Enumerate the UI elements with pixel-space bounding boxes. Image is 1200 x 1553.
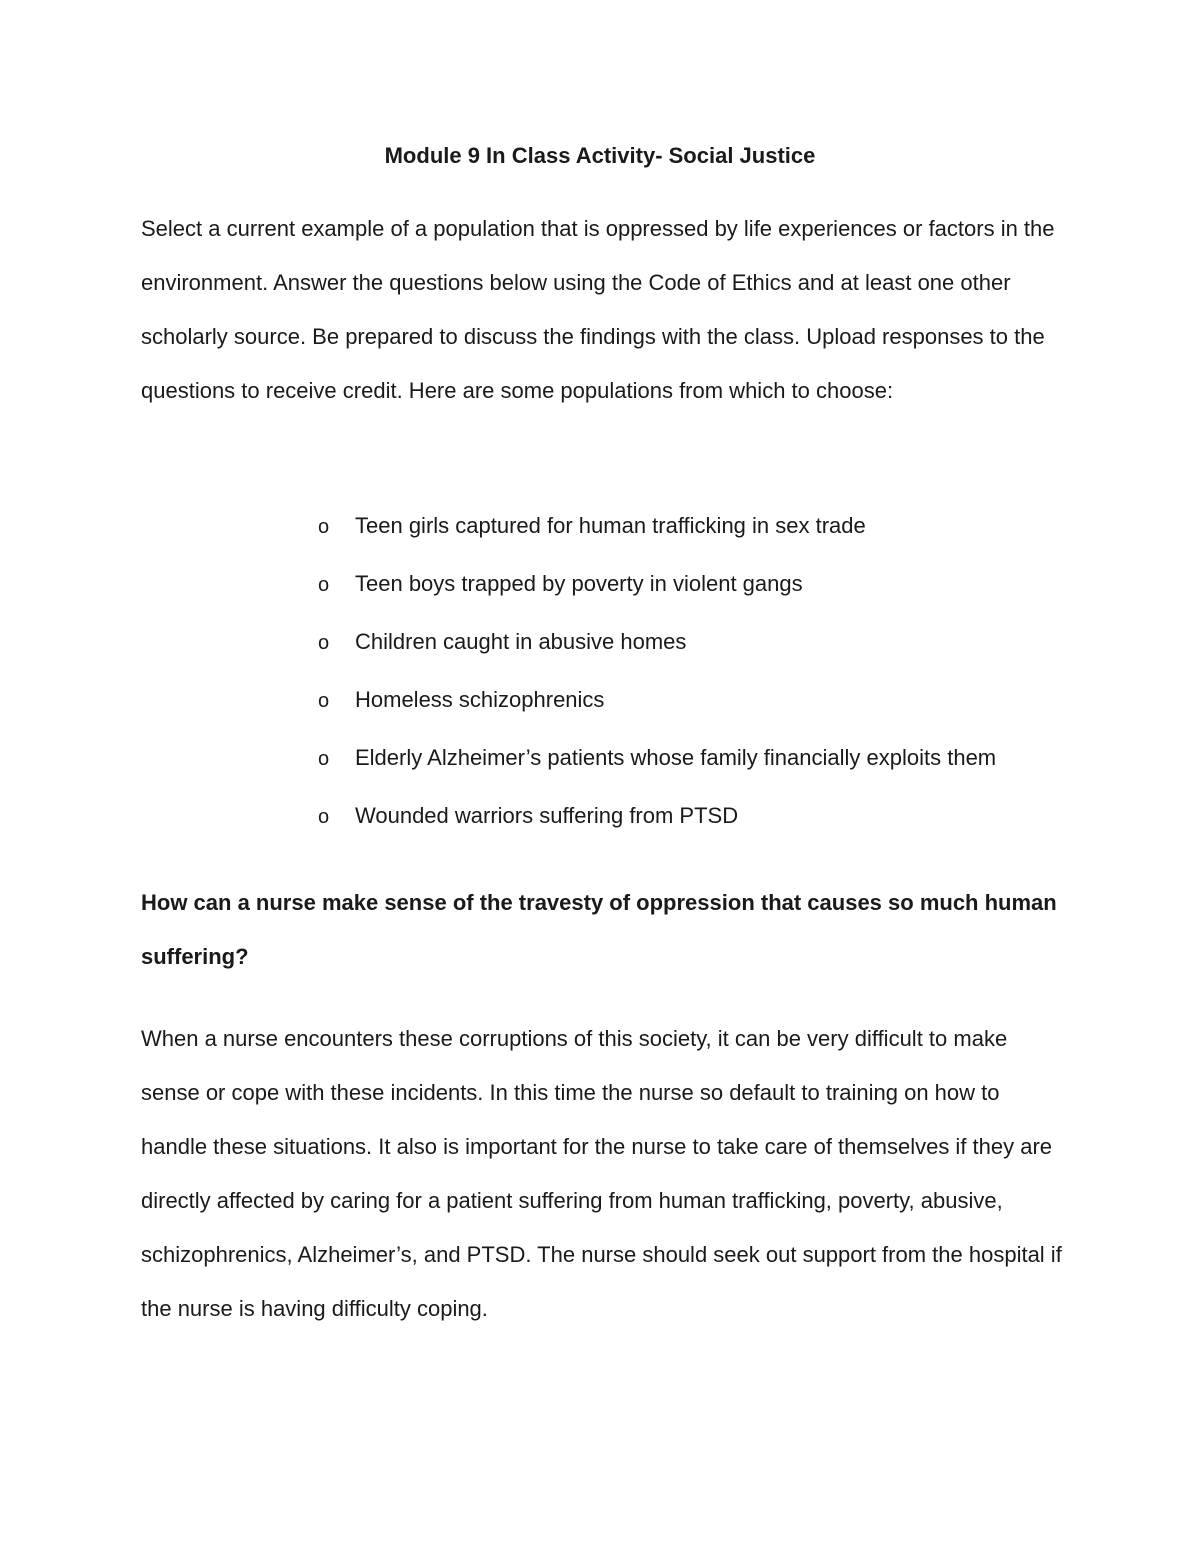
- bullet-marker: o: [318, 516, 330, 538]
- list-item: [318, 732, 1138, 790]
- list-item: [318, 558, 1138, 616]
- list-item-text: Homeless schizophrenics: [355, 687, 605, 712]
- bullet-marker: o: [318, 690, 330, 712]
- list-item-text: Elderly Alzheimer’s patients whose family financially exploits them: [355, 745, 997, 770]
- list-item-text: Teen girls captured for human trafficking in sex trade: [355, 513, 866, 538]
- list-item: [318, 674, 1138, 732]
- list-item-text: Teen boys trapped by poverty in violent gangs: [355, 571, 803, 596]
- bullet-marker: o: [318, 748, 330, 770]
- answer-paragraph: When a nurse encounters these corruptions of this society, it can be very difficult to make sense or cope with these incidents. In this time the nurse so default to training on how to handle these situations. It also is important for the nurse to take care of themselves if they are directly affected by caring for a patient suffering from human trafficking, poverty, abusive, schizophrenics, Alzheimer’s, and PTSD. The nurse should seek out support from the hospital if the nurse is having difficulty coping.: [141, 1026, 1062, 1321]
- bullet-marker: o: [318, 806, 330, 828]
- list-item: [318, 616, 1138, 674]
- list-item: [318, 500, 1138, 558]
- bullet-marker: o: [318, 632, 330, 654]
- list-item-text: Wounded warriors suffering from PTSD: [355, 803, 739, 828]
- document-title: Module 9 In Class Activity- Social Justice: [384, 143, 816, 168]
- question-heading: How can a nurse make sense of the travesty of oppression that causes so much human suffering?: [141, 890, 1057, 969]
- list-item: [318, 790, 1138, 848]
- bullet-marker: o: [318, 574, 330, 596]
- population-list: [318, 500, 1138, 848]
- intro-paragraph: Select a current example of a population that is oppressed by life experiences or factors in the environment. Answer the questions below using the Code of Ethics and at least one other scholarly source. Be prepared to discuss the findings with the class. Upload responses to the questions to receive credit. Here are some populations from which to choose:: [141, 216, 1055, 403]
- list-item-text: Children caught in abusive homes: [355, 629, 687, 654]
